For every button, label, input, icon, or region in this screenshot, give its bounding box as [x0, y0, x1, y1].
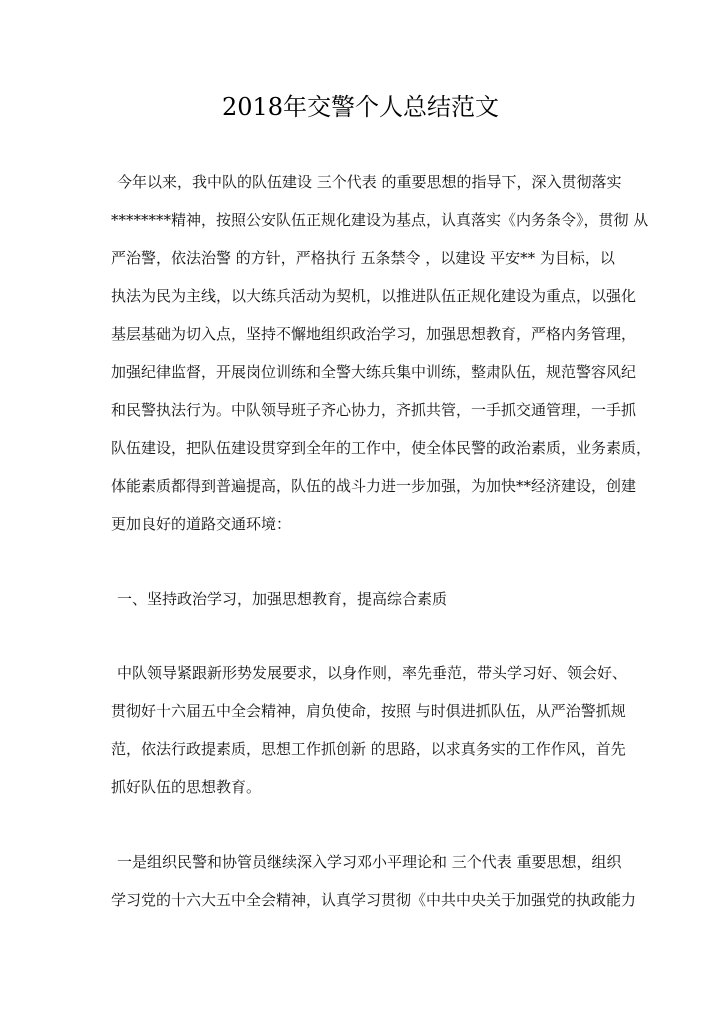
paragraph-line: 基层基础为切入点，坚持不懈地组织政治学习，加强思想教育，严格内务管理， [111, 325, 637, 343]
paragraph-line: 体能素质都得到普遍提高，队伍的战斗力进一步加强，为加快**经济建设，创建 [111, 477, 637, 495]
paragraph-line: ********精神，按照公安队伍正规化建设为基点，认真落实《内务条令》，贯彻 从 [111, 211, 649, 229]
paragraph-line: 和民警执法行为。中队领导班子齐心协力，齐抓共管，一手抓交通管理，一手抓 [111, 401, 637, 419]
paragraph-line: 严治警，依法治警 的方针，严格执行 五条禁令 ，以建设 平安** 为目标，以 [111, 249, 615, 267]
paragraph-line: 今年以来，我中队的队伍建设 三个代表 的重要思想的指导下，深入贯彻落实 [117, 173, 622, 191]
paragraph-line: 队伍建设，把队伍建设贯穿到全年的工作中，使全体民警的政治素质，业务素质， [111, 439, 652, 457]
paragraph-line: 范，依法行政提素质，思想工作抓创新 的思路，以求真务实的工作作风，首先 [111, 740, 626, 758]
paragraph-line: 更加良好的道路交通环境： [111, 515, 292, 533]
paragraph-line: 贯彻好十六届五中全会精神，肩负使命，按照 与时俱进抓队伍，从严治警抓规 [111, 702, 626, 720]
paragraph-line: 抓好队伍的思想教育。 [111, 778, 262, 796]
paragraph-line: 中队领导紧跟新形势发展要求，以身作则，率先垂范，带头学习好、领会好、 [117, 664, 628, 682]
paragraph-line: 一是组织民警和协管员继续深入学习邓小平理论和 三个代表 重要思想，组织 [117, 853, 622, 871]
section-heading: 一、坚持政治学习，加强思想教育，提高综合素质 [117, 590, 448, 608]
document-title: 2018年交警个人总结范文 [221, 93, 500, 121]
paragraph-line: 学习党的十六大五中全会精神，认真学习贯彻《中共中央关于加强党的执政能力 [111, 891, 637, 909]
paragraph-line: 执法为民为主线，以大练兵活动为契机，以推进队伍正规化建设为重点，以强化 [111, 287, 637, 305]
paragraph-line: 加强纪律监督，开展岗位训练和全警大练兵集中训练，整肃队伍，规范警容风纪 [111, 363, 637, 381]
